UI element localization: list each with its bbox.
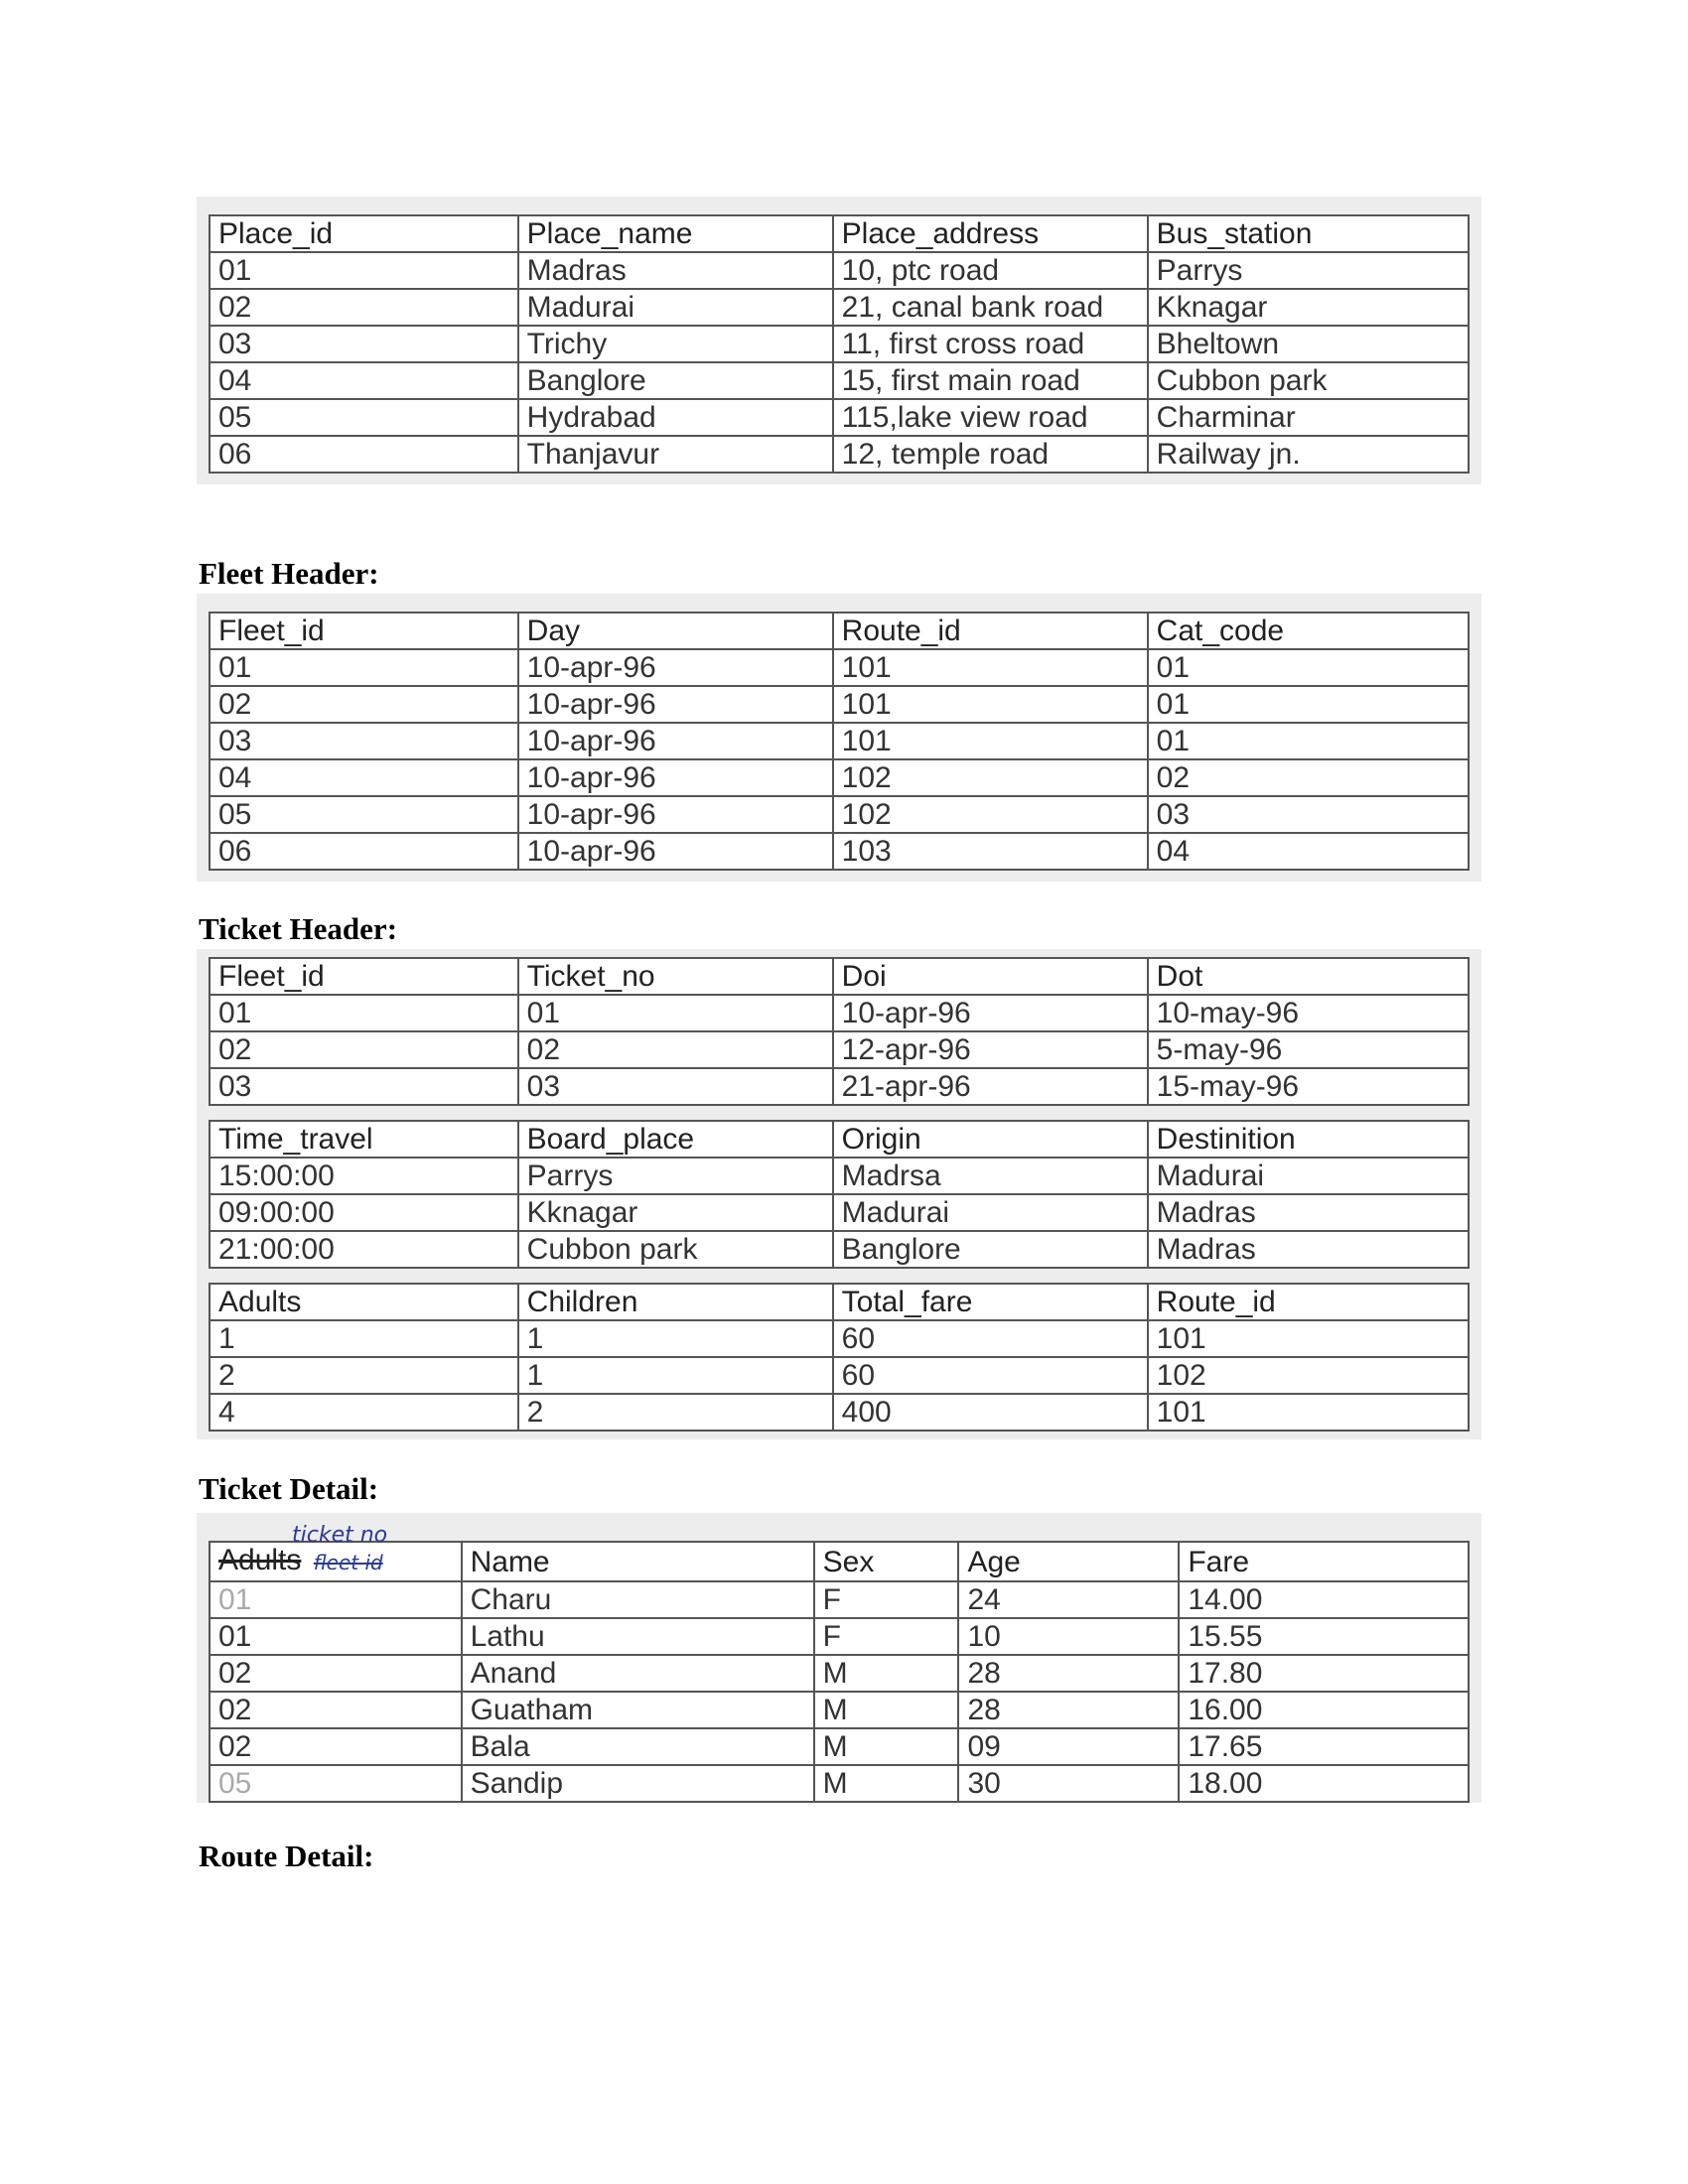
column-header: Place_name	[518, 215, 833, 252]
table-cell: 115,lake view road	[833, 399, 1148, 436]
column-header: Time_travel	[210, 1121, 518, 1158]
ticket-detail-title: Ticket Detail:	[199, 1471, 379, 1506]
handwritten-struck-annotation: fleet id	[313, 1551, 383, 1574]
table-cell: 01	[210, 1618, 462, 1655]
table-row	[210, 1581, 1469, 1618]
column-header: Fleet_id	[210, 613, 518, 649]
table-cell: M	[814, 1765, 959, 1802]
table-cell: Parrys	[1148, 252, 1469, 289]
table-cell: 03	[210, 723, 518, 759]
place-table-scan	[197, 197, 1481, 484]
struck-header: Adults	[218, 1544, 302, 1576]
table-cell: 01	[210, 252, 518, 289]
column-header: Doi	[833, 958, 1148, 995]
table-row	[210, 833, 1469, 870]
table-row	[210, 686, 1469, 723]
table-row	[210, 995, 1469, 1031]
table-cell: 09:00:00	[210, 1194, 518, 1231]
table-cell: Madurai	[518, 289, 833, 326]
table-cell: 05	[210, 796, 518, 833]
table-cell: Charminar	[1148, 399, 1469, 436]
table-cell: 30	[958, 1765, 1179, 1802]
table-header-row	[210, 1542, 1469, 1581]
table-cell: Hydrabad	[518, 399, 833, 436]
table-row	[210, 326, 1469, 362]
table-cell: Lathu	[462, 1618, 814, 1655]
place-table	[209, 214, 1470, 474]
table-cell: Madrsa	[833, 1158, 1148, 1194]
table-cell: Charu	[462, 1581, 814, 1618]
table-cell: M	[814, 1655, 959, 1692]
table-row	[210, 1158, 1469, 1194]
table-row	[210, 362, 1469, 399]
column-header: Destinition	[1148, 1121, 1469, 1158]
table-row	[210, 1728, 1469, 1765]
table-cell: 1	[210, 1320, 518, 1357]
table-row	[210, 1394, 1469, 1431]
table-cell: 102	[833, 796, 1148, 833]
table-row	[210, 1618, 1469, 1655]
handwritten-annotation: ticket no	[292, 1523, 388, 1548]
table-cell: 5-may-96	[1148, 1031, 1469, 1068]
table-cell: 102	[1148, 1357, 1469, 1394]
table-cell: 400	[833, 1394, 1148, 1431]
table-cell: 102	[833, 759, 1148, 796]
fleet-header-title: Fleet Header:	[199, 556, 379, 591]
table-cell: 2	[518, 1394, 833, 1431]
table-row	[210, 759, 1469, 796]
column-header: Origin	[833, 1121, 1148, 1158]
table-row	[210, 436, 1469, 473]
column-header: Board_place	[518, 1121, 833, 1158]
table-cell: 01	[518, 995, 833, 1031]
table-cell: 101	[833, 686, 1148, 723]
table-row	[210, 649, 1469, 686]
table-cell: 04	[210, 362, 518, 399]
table-cell: Kknagar	[1148, 289, 1469, 326]
column-header: Adults	[210, 1284, 518, 1320]
table-cell: 04	[1148, 833, 1469, 870]
table-cell: Cubbon park	[518, 1231, 833, 1268]
route-detail-title: Route Detail:	[199, 1839, 374, 1873]
ticket-detail-table	[209, 1523, 1470, 1803]
table-header-row	[210, 215, 1469, 252]
table-cell: 02	[210, 1655, 462, 1692]
table-cell: Guatham	[462, 1692, 814, 1728]
ticket-header-table-2	[209, 1120, 1470, 1269]
column-header: Route_id	[833, 613, 1148, 649]
table-cell: 10, ptc road	[833, 252, 1148, 289]
ticket-header-scan	[197, 949, 1481, 1439]
table-cell: Thanjavur	[518, 436, 833, 473]
table-cell: 101	[833, 649, 1148, 686]
table-row	[210, 796, 1469, 833]
table-header-row	[210, 958, 1469, 995]
table-cell: 28	[958, 1655, 1179, 1692]
table-cell: Madras	[1148, 1231, 1469, 1268]
table-cell: 21-apr-96	[833, 1068, 1148, 1105]
table-header-row	[210, 613, 1469, 649]
table-row	[210, 1031, 1469, 1068]
table-cell: Madras	[1148, 1194, 1469, 1231]
table-row	[210, 1692, 1469, 1728]
column-header: Total_fare	[833, 1284, 1148, 1320]
table-header-row	[210, 1284, 1469, 1320]
table-cell: 4	[210, 1394, 518, 1431]
table-cell: 2	[210, 1357, 518, 1394]
column-header: Route_id	[1148, 1284, 1469, 1320]
column-header: Dot	[1148, 958, 1469, 995]
table-row	[210, 1765, 1469, 1802]
table-cell: Banglore	[833, 1231, 1148, 1268]
column-header: Fleet_id	[210, 958, 518, 995]
table-cell: 103	[833, 833, 1148, 870]
table-cell: 21, canal bank road	[833, 289, 1148, 326]
table-cell: 02	[210, 289, 518, 326]
table-cell: 12-apr-96	[833, 1031, 1148, 1068]
table-cell: 60	[833, 1357, 1148, 1394]
table-cell: 16.00	[1179, 1692, 1469, 1728]
table-cell: Parrys	[518, 1158, 833, 1194]
table-cell: 01	[1148, 649, 1469, 686]
table-cell: 03	[518, 1068, 833, 1105]
table-cell: 10-may-96	[1148, 995, 1469, 1031]
table-row	[210, 1068, 1469, 1105]
table-cell: 101	[1148, 1320, 1469, 1357]
column-header: Name	[462, 1542, 814, 1581]
ticket-header-title: Ticket Header:	[199, 911, 398, 946]
table-row	[210, 399, 1469, 436]
table-cell: Anand	[462, 1655, 814, 1692]
table-cell: Banglore	[518, 362, 833, 399]
column-header: Cat_code	[1148, 613, 1469, 649]
table-cell: 01	[210, 649, 518, 686]
table-cell: 02	[210, 1031, 518, 1068]
column-header: Day	[518, 613, 833, 649]
table-cell: 01	[210, 995, 518, 1031]
table-cell: 18.00	[1179, 1765, 1469, 1802]
table-row	[210, 1320, 1469, 1357]
table-cell: 03	[210, 326, 518, 362]
table-cell: 11, first cross road	[833, 326, 1148, 362]
table-cell: Bala	[462, 1728, 814, 1765]
table-cell: 04	[210, 759, 518, 796]
table-cell: F	[814, 1581, 959, 1618]
table-row	[210, 289, 1469, 326]
table-header-row	[210, 1121, 1469, 1158]
ticket-header-table-3	[209, 1283, 1470, 1432]
table-cell: Railway jn.	[1148, 436, 1469, 473]
table-cell: 02	[210, 1692, 462, 1728]
table-cell: 10-apr-96	[518, 723, 833, 759]
table-cell: 15, first main road	[833, 362, 1148, 399]
column-header: Ticket_no	[518, 958, 833, 995]
table-cell: 06	[210, 436, 518, 473]
table-cell: 02	[210, 686, 518, 723]
table-cell: 15.55	[1179, 1618, 1469, 1655]
table-cell: Madras	[518, 252, 833, 289]
table-cell: 02	[518, 1031, 833, 1068]
column-header: Bus_station	[1148, 215, 1469, 252]
table-cell: Sandip	[462, 1765, 814, 1802]
table-cell: Kknagar	[518, 1194, 833, 1231]
table-cell: 10	[958, 1618, 1179, 1655]
table-cell: 17.80	[1179, 1655, 1469, 1692]
table-cell: 101	[833, 723, 1148, 759]
table-cell: 12, temple road	[833, 436, 1148, 473]
table-cell: 17.65	[1179, 1728, 1469, 1765]
table-cell: 05	[210, 1765, 462, 1802]
column-header: Place_id	[210, 215, 518, 252]
table-cell: 1	[518, 1320, 833, 1357]
table-cell: 09	[958, 1728, 1179, 1765]
fleet-header-table	[209, 612, 1470, 871]
table-row	[210, 1194, 1469, 1231]
table-cell: 03	[1148, 796, 1469, 833]
table-cell: 28	[958, 1692, 1179, 1728]
table-cell: 01	[1148, 686, 1469, 723]
table-cell: 01	[1148, 723, 1469, 759]
table-cell: 15:00:00	[210, 1158, 518, 1194]
ticket-detail-scan	[197, 1513, 1481, 1803]
table-cell: M	[814, 1728, 959, 1765]
table-row	[210, 723, 1469, 759]
column-header: Children	[518, 1284, 833, 1320]
table-cell: Madurai	[1148, 1158, 1469, 1194]
table-cell: 24	[958, 1581, 1179, 1618]
fleet-header-scan	[197, 594, 1481, 882]
table-cell: 60	[833, 1320, 1148, 1357]
table-cell: M	[814, 1692, 959, 1728]
column-header: Sex	[814, 1542, 959, 1581]
table-cell: Trichy	[518, 326, 833, 362]
ticket-header-table-1	[209, 957, 1470, 1106]
column-header-ticket-no	[210, 1523, 462, 1581]
table-cell: 05	[210, 399, 518, 436]
table-cell: F	[814, 1618, 959, 1655]
table-cell: 101	[1148, 1394, 1469, 1431]
table-cell: 1	[518, 1357, 833, 1394]
table-row	[210, 252, 1469, 289]
table-cell: 10-apr-96	[518, 833, 833, 870]
column-header: Place_address	[833, 215, 1148, 252]
table-row	[210, 1357, 1469, 1394]
table-cell: 10-apr-96	[518, 649, 833, 686]
table-cell: 10-apr-96	[518, 759, 833, 796]
table-cell: 10-apr-96	[518, 686, 833, 723]
table-cell: 21:00:00	[210, 1231, 518, 1268]
table-cell: 15-may-96	[1148, 1068, 1469, 1105]
table-cell: 03	[210, 1068, 518, 1105]
column-header: Fare	[1179, 1542, 1469, 1581]
table-cell: 10-apr-96	[518, 796, 833, 833]
table-cell: 02	[210, 1728, 462, 1765]
table-cell: 14.00	[1179, 1581, 1469, 1618]
table-cell: 10-apr-96	[833, 995, 1148, 1031]
column-header: Age	[958, 1542, 1179, 1581]
table-cell: Bheltown	[1148, 326, 1469, 362]
table-cell: 02	[1148, 759, 1469, 796]
table-cell: Madurai	[833, 1194, 1148, 1231]
table-cell: Cubbon park	[1148, 362, 1469, 399]
table-cell: 01	[210, 1581, 462, 1618]
table-row	[210, 1655, 1469, 1692]
table-row	[210, 1231, 1469, 1268]
table-cell: 06	[210, 833, 518, 870]
